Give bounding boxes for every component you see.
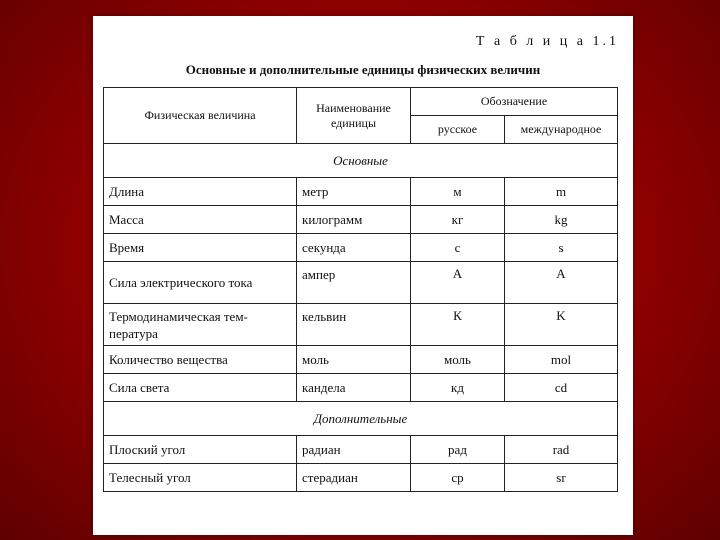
international-symbol-cell: cd [505, 374, 618, 402]
quantity-cell: Телесный угол [104, 464, 297, 492]
header-unit-name: Наименование единицы [297, 88, 411, 144]
header-russian: русское [411, 116, 505, 144]
russian-symbol-cell: А [411, 262, 505, 304]
international-symbol-cell: A [505, 262, 618, 304]
quantity-cell: Сила света [104, 374, 297, 402]
header-international: международное [505, 116, 618, 144]
quantity-cell: Количество вещества [104, 346, 297, 374]
russian-symbol-cell: рад [411, 436, 505, 464]
table-row [104, 436, 618, 464]
russian-symbol-cell: кд [411, 374, 505, 402]
russian-symbol-cell: моль [411, 346, 505, 374]
quantity-cell: Масса [104, 206, 297, 234]
unit-cell: килограмм [297, 206, 411, 234]
document-page [93, 16, 633, 535]
table-row [104, 346, 618, 374]
table-title: Основные и дополнительные единицы физических величин [185, 62, 541, 77]
section-title-additional: Дополнительные [104, 402, 618, 436]
international-symbol-cell: kg [505, 206, 618, 234]
international-symbol-cell: mol [505, 346, 618, 374]
section-row [104, 402, 618, 436]
unit-cell: ампер [297, 262, 411, 304]
russian-symbol-cell: К [411, 304, 505, 346]
header-row [104, 88, 618, 116]
unit-cell: радиан [297, 436, 411, 464]
header-quantity: Физическая величина [104, 88, 297, 144]
quantity-cell: Термодинамическая тем-пература [104, 304, 297, 346]
russian-symbol-cell: ср [411, 464, 505, 492]
table-row [104, 206, 618, 234]
table-row [104, 262, 618, 304]
unit-cell: стерадиан [297, 464, 411, 492]
table-row [104, 304, 618, 346]
quantity-cell: Длина [104, 178, 297, 206]
section-row [104, 144, 618, 178]
units-table [103, 87, 618, 492]
international-symbol-cell: m [505, 178, 618, 206]
quantity-cell: Сила электрического тока [104, 262, 297, 304]
quantity-cell: Время [104, 234, 297, 262]
unit-cell: метр [297, 178, 411, 206]
table-row [104, 234, 618, 262]
unit-cell: кельвин [297, 304, 411, 346]
quantity-cell: Плоский угол [104, 436, 297, 464]
international-symbol-cell: rad [505, 436, 618, 464]
unit-cell: моль [297, 346, 411, 374]
table-row [104, 178, 618, 206]
international-symbol-cell: s [505, 234, 618, 262]
table-row [104, 374, 618, 402]
header-designation: Обозначение [411, 88, 618, 116]
international-symbol-cell: sr [505, 464, 618, 492]
russian-symbol-cell: кг [411, 206, 505, 234]
russian-symbol-cell: м [411, 178, 505, 206]
unit-cell: кандела [297, 374, 411, 402]
international-symbol-cell: K [505, 304, 618, 346]
table-row [104, 464, 618, 492]
section-title-basic: Основные [104, 144, 618, 178]
unit-cell: секунда [297, 234, 411, 262]
russian-symbol-cell: с [411, 234, 505, 262]
table-number: Т а б л и ц а 1.1 [475, 34, 619, 49]
